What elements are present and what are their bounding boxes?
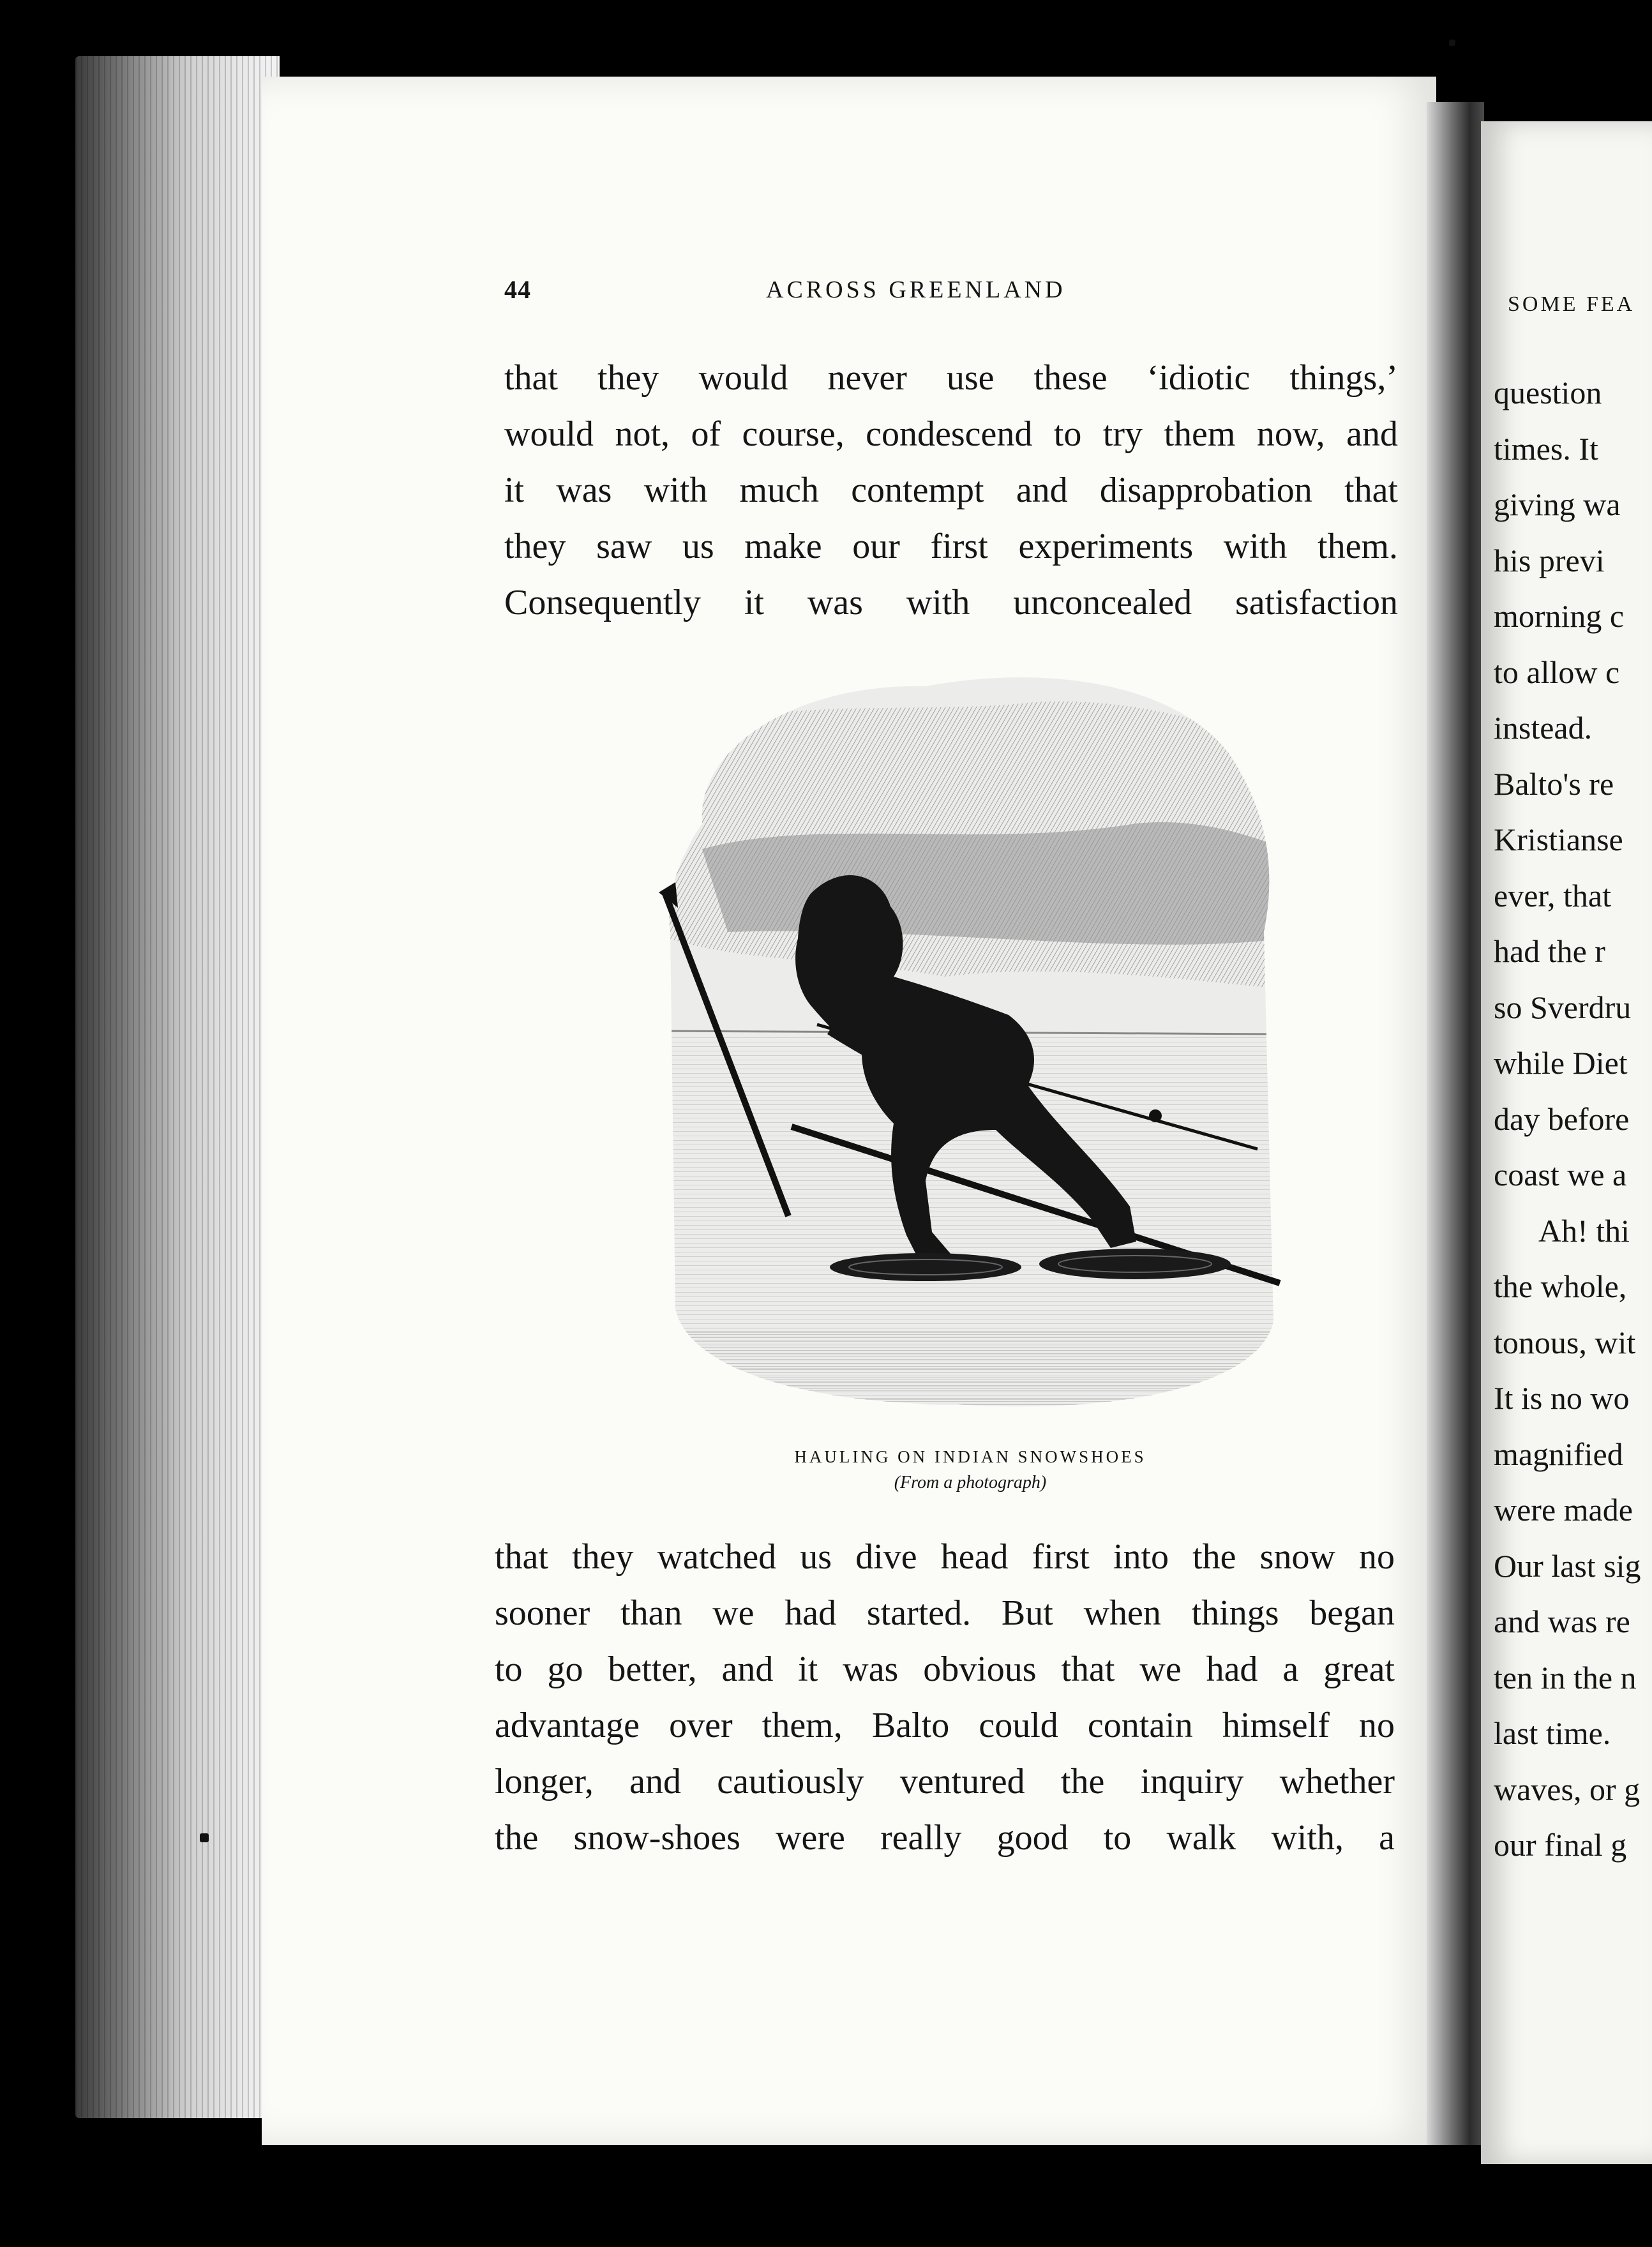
body-text-top (504, 350, 1398, 631)
facing-text-line: giving wa (1494, 486, 1621, 522)
text-line: sooner than we had started. But when things began (495, 1593, 1395, 1633)
facing-text-line: Our last sig (1494, 1547, 1641, 1584)
facing-text-line: Kristianse (1494, 822, 1623, 857)
facing-text-line: coast we a (1494, 1157, 1627, 1192)
caption-source: (From a photograph) (894, 1473, 1047, 1492)
facing-text-line: ever, that (1494, 877, 1612, 913)
facing-text-line: his previ (1494, 542, 1605, 578)
book-gutter (1427, 102, 1484, 2145)
text-line: it was with much contempt and disapprobation that (504, 470, 1398, 510)
facing-text-line: the whole, (1494, 1268, 1627, 1304)
facing-text-line: instead. (1494, 710, 1593, 746)
snowshoe-hauling-engraving (651, 658, 1286, 1424)
facing-text-line: had the r (1494, 933, 1605, 969)
caption-title: HAULING ON INDIAN SNOWSHOES (794, 1447, 1146, 1466)
facing-text-line: so Sverdru (1494, 989, 1632, 1025)
text-line: longer, and cautiously ventured the inquiry whether (495, 1762, 1395, 1801)
text-line: advantage over them, Balto could contain himself no (495, 1706, 1395, 1745)
text-line: would not, of course, condescend to try them now, and (504, 414, 1398, 454)
facing-text-line: our final g (1494, 1827, 1627, 1863)
facing-text-line: morning c (1494, 598, 1625, 634)
facing-text-line: to allow c (1494, 654, 1620, 690)
facing-text-line: times. It (1494, 430, 1598, 467)
facing-page-text (1494, 365, 1652, 1874)
text-line: to go better, and it was obvious that we had a great (495, 1650, 1395, 1689)
running-head (504, 274, 1398, 313)
text-line: they saw us make our first experiments with them. (504, 527, 1398, 566)
facing-text-line: waves, or g (1494, 1771, 1641, 1807)
scan-speck (200, 1833, 209, 1842)
facing-text-line: Ah! thi (1538, 1212, 1630, 1249)
body-text-bottom (495, 1529, 1395, 1866)
facing-text-line: ten in the n (1494, 1659, 1637, 1695)
facing-text-line: were made (1494, 1492, 1633, 1528)
facing-text-line: day before (1494, 1101, 1630, 1137)
facing-running-title: SOME FEA (1508, 292, 1635, 316)
text-line: the snow-shoes were really good to walk with, a (495, 1818, 1395, 1858)
facing-text-line: It is no wo (1494, 1380, 1630, 1416)
running-title: ACROSS GREENLAND (766, 276, 1066, 303)
text-line: Consequently it was with unconcealed satisfaction (504, 583, 1398, 622)
facing-text-line: while Diet (1494, 1045, 1628, 1081)
facing-text-line: last time. (1494, 1715, 1611, 1751)
text-line: that they would never use these ‘idiotic things,’ (504, 358, 1398, 398)
facing-text-line: magnified (1494, 1436, 1623, 1472)
facing-text-line: and was re (1494, 1604, 1630, 1639)
facing-text-line: Balto's re (1494, 765, 1614, 802)
scan-speck (1449, 40, 1455, 46)
figure-caption (753, 1444, 1187, 1496)
page-block-edges (75, 56, 280, 2118)
facing-text-line: question (1494, 375, 1602, 410)
page-number: 44 (504, 275, 531, 304)
facing-text-line: tonous, wit (1494, 1324, 1636, 1360)
text-line: that they watched us dive head first into the snow no (495, 1537, 1395, 1577)
